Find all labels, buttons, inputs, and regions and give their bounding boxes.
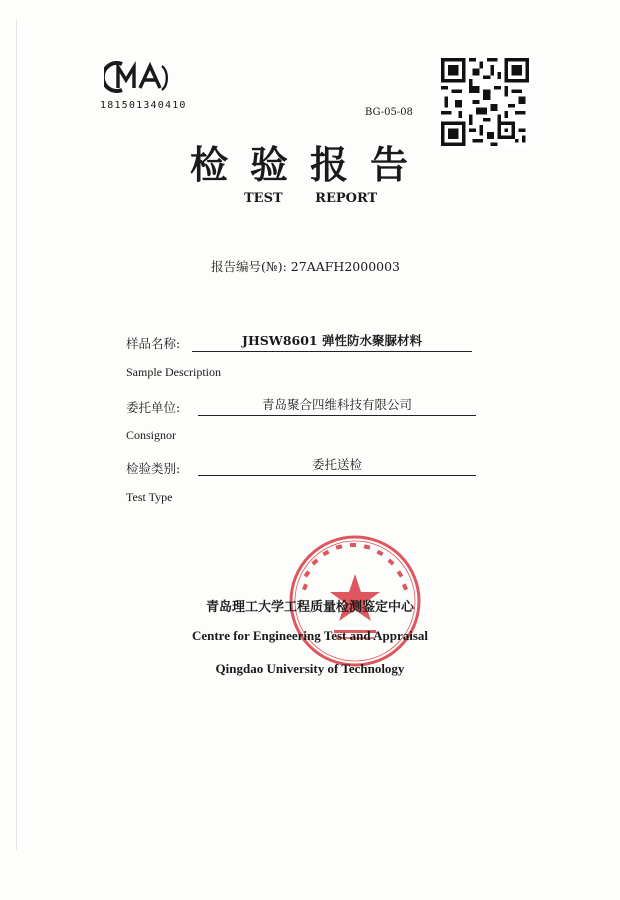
consignor-label-cn: 委托单位: <box>126 400 181 415</box>
consignor-value: 青岛聚合四维科技有限公司 <box>198 395 476 416</box>
cma-number: 181501340410 <box>100 100 187 111</box>
test-type-label-cn: 检验类别: <box>126 461 181 476</box>
consignor-label-en: Consignor <box>126 428 177 442</box>
document-code: BG-05-08 <box>365 107 413 118</box>
report-title-cn: 检验报告 <box>190 142 431 187</box>
scan-edge <box>16 20 17 850</box>
report-title-en: TEST REPORT <box>244 191 378 206</box>
test-type-value: 委托送检 <box>198 455 476 476</box>
qr-code-icon <box>441 58 529 146</box>
sample-value: JHSW8601 弹性防水聚脲材料 <box>192 331 472 352</box>
sample-label-cn: 样品名称: <box>126 336 181 351</box>
report-number <box>211 257 404 275</box>
report-number-value: 27AAFH2000003 <box>290 259 401 274</box>
sample-label-en: Sample Description <box>126 365 221 379</box>
test-type-label-en: Test Type <box>126 490 173 504</box>
cma-logo <box>104 60 170 94</box>
university-name-en: Qingdao University of Technology <box>215 661 405 676</box>
organization-name-en: Centre for Engineering Test and Appraisal <box>191 628 429 643</box>
organization-name-cn: 青岛理工大学工程质量检测鉴定中心 <box>205 600 414 615</box>
report-number-label: 报告编号(№): <box>211 259 287 274</box>
